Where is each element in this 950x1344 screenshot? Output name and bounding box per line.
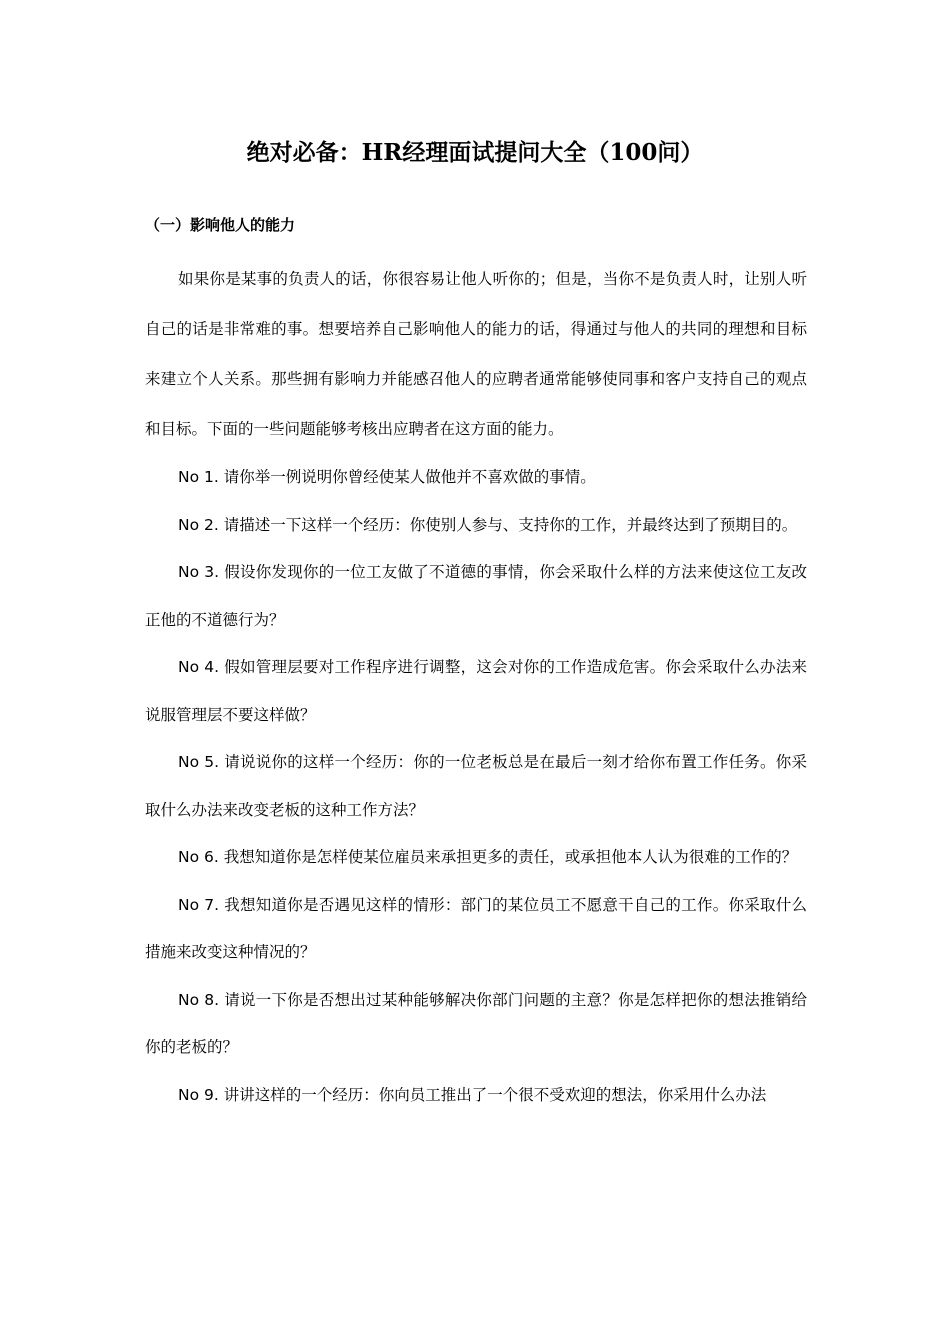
question-6: No 6. 我想知道你是怎样使某位雇员来承担更多的责任，或承担他本人认为很难的工作的？	[178, 848, 798, 866]
question-8: No 8. 请说一下你是否想出过某种能够解决你部门问题的主意？你是怎样把你的想法推销给你的老板的？	[145, 990, 807, 1056]
intro-paragraph: 如果你是某事的负责人的话，你很容易让他人听你的；但是，当你不是负责人时，让别人听自己的话是非常难的事。想要培养自己影响他人的能力的话，得通过与他人的共同的理想和目标来建立个人关系。那些拥有影响力并能感召他人的应聘者通常能够使同事和客户支持自己的观点和目标。下面的一些问题能够考核出应聘者在这方面的能力。	[145, 270, 807, 438]
question-4: No 4. 假如管理层要对工作程序进行调整，这会对你的工作造成危害。你会采取什么办法来说服管理层不要这样做？	[145, 658, 807, 724]
question-5: No 5. 请说说你的这样一个经历：你的一位老板总是在最后一刻才给你布置工作任务。你采取什么办法来改变老板的这种工作方法？	[145, 753, 807, 819]
question-9: No 9. 讲讲这样的一个经历：你向员工推出了一个很不受欢迎的想法，你采用什么办法	[178, 1085, 767, 1104]
question-7: No 7. 我想知道你是否遇见这样的情形：部门的某位员工不愿意干自己的工作。你采取什么措施来改变这种情况的？	[145, 895, 807, 961]
document-body	[145, 254, 807, 1119]
document-title: 绝对必备：HR经理面试提问大全（100问）	[246, 139, 704, 166]
section-heading: （一）影响他人的能力	[145, 216, 296, 234]
question-3: No 3. 假设你发现你的一位工友做了不道德的事情，你会采取什么样的方法来使这位工友改正他的不道德行为？	[145, 563, 807, 629]
question-1: No 1. 请你举一例说明你曾经使某人做他并不喜欢做的事情。	[178, 468, 596, 486]
question-2: No 2. 请描述一下这样一个经历：你使别人参与、支持你的工作，并最终达到了预期目的。	[178, 515, 798, 534]
